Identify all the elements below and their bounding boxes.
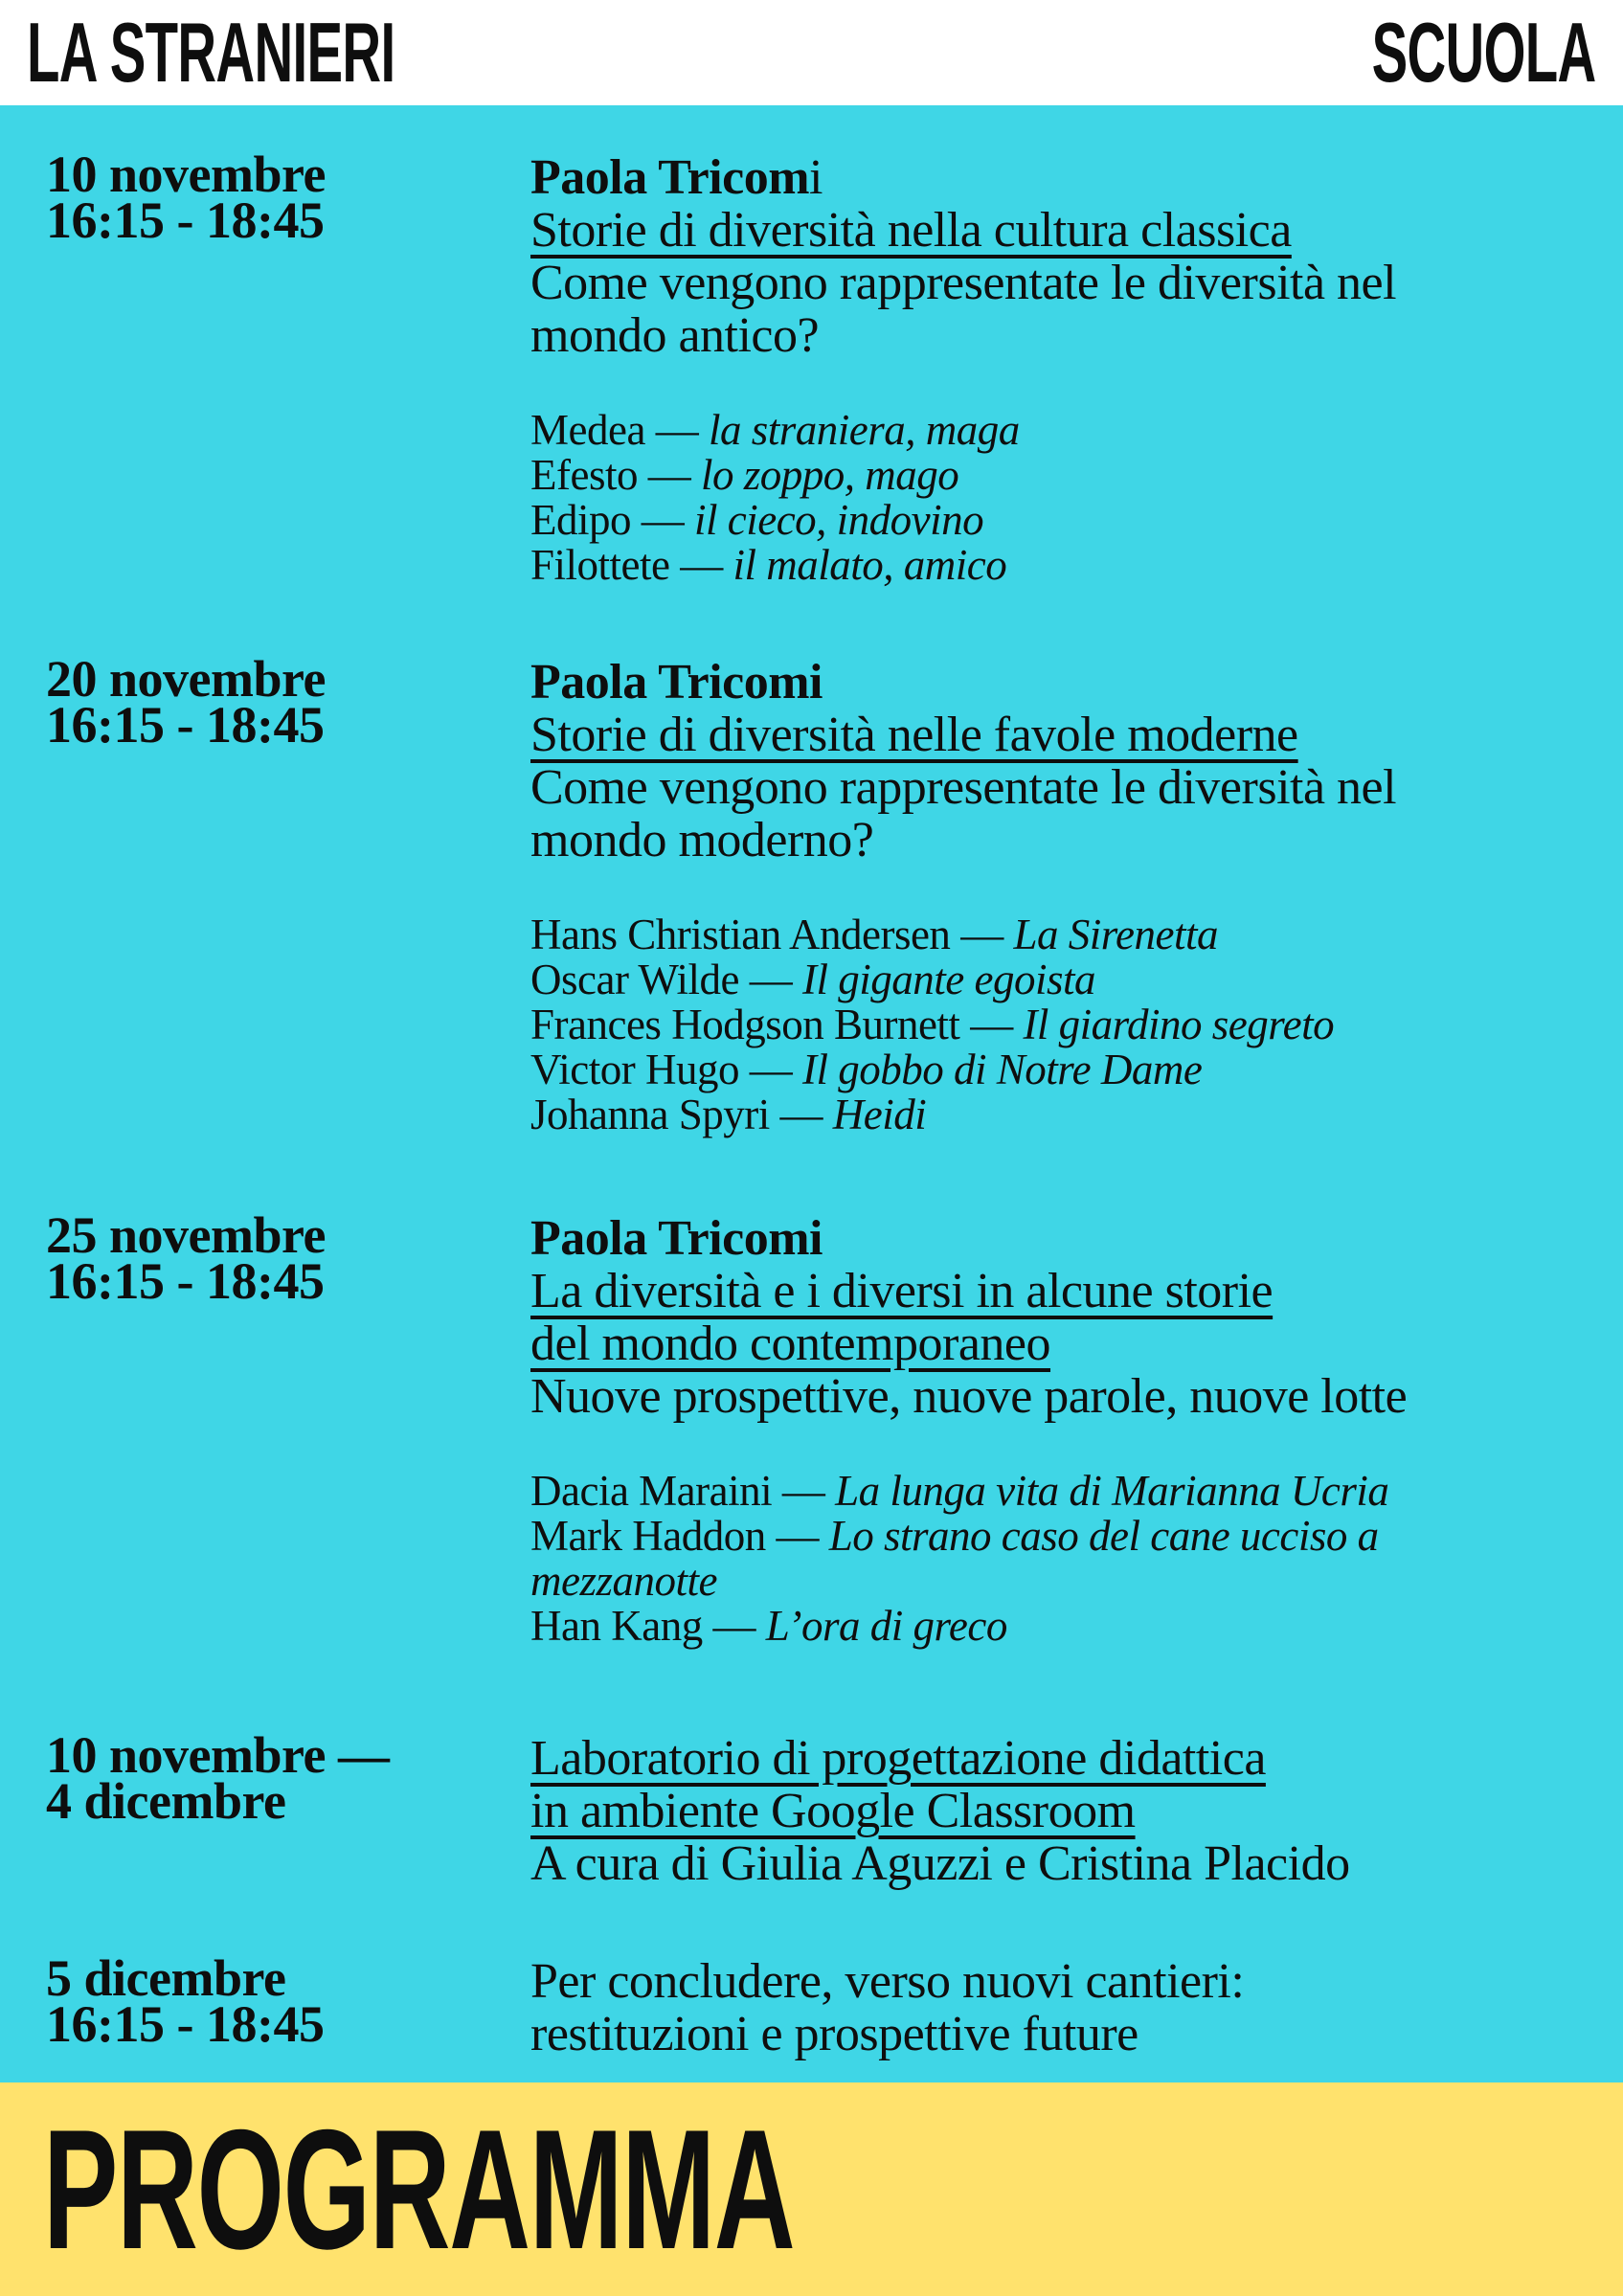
work-author: Hans Christian Andersen (530, 911, 951, 958)
dash-separator: — (970, 1001, 1013, 1048)
work-title: La Sirenetta (1013, 911, 1219, 958)
list-item (530, 408, 1594, 453)
session-row-3 (0, 1206, 1623, 1650)
list-item (530, 1469, 1594, 1514)
session-row-4 (0, 1726, 1623, 1891)
session-5-date: 5 dicembre (46, 1949, 286, 2007)
work-author: Oscar Wilde (530, 956, 740, 1003)
work-character: Medea (530, 406, 645, 454)
work-author: Han Kang (530, 1602, 703, 1650)
speaker-name (530, 151, 1594, 204)
list-item (530, 957, 1594, 1002)
work-title: Il gigante egoista (802, 956, 1095, 1003)
work-description: il cieco, indovino (694, 496, 984, 544)
list-item (530, 1514, 1594, 1559)
list-item (530, 1047, 1594, 1092)
session-1-content (530, 151, 1623, 588)
session-1-reading-list (530, 408, 1594, 588)
list-item (530, 912, 1594, 957)
session-row-1 (0, 146, 1623, 589)
work-author: Dacia Maraini (530, 1467, 773, 1515)
work-title: Heidi (832, 1091, 927, 1138)
session-row-2 (0, 650, 1623, 1138)
session-3-dates (0, 1206, 530, 1310)
speaker-name-bold: Paola Tricomi (530, 655, 823, 709)
dash-separator: — (776, 1512, 819, 1560)
dash-separator: — (960, 911, 1003, 958)
work-title: La lunga vita di Marianna Ucria (835, 1467, 1389, 1515)
session-1-date: 10 novembre (46, 146, 326, 203)
dash-separator: — (712, 1602, 755, 1650)
work-author: Victor Hugo (530, 1046, 740, 1093)
header-bar (0, 0, 1623, 105)
session-5-text-line: restituzioni e prospettive future (530, 2007, 1138, 2061)
brand-la-stranieri: LA STRANIERI (27, 5, 395, 100)
work-author: Frances Hodgson Burnett (530, 1001, 960, 1048)
session-2-subtitle-line: mondo moderno? (530, 813, 874, 867)
work-character: Filottete (530, 541, 670, 589)
session-1-title-link[interactable]: Storie di diversità nella cultura classica (530, 203, 1292, 258)
session-5-dates (0, 1949, 530, 2053)
dash-separator: — (641, 496, 685, 544)
session-2-content (530, 656, 1623, 1137)
list-item (530, 543, 1594, 588)
footer-band (0, 2082, 1623, 2296)
program-schedule (0, 105, 1623, 2082)
session-row-5 (0, 1949, 1623, 2061)
session-3-content (530, 1212, 1623, 1649)
list-item (530, 1002, 1594, 1047)
dash-separator: — (647, 451, 691, 499)
session-1-subtitle-line: mondo antico? (530, 308, 820, 363)
speaker-name-bold: Paola Tricom (530, 150, 810, 205)
work-author: Mark Haddon (530, 1512, 766, 1560)
session-1-subtitle-line: Come vengono rappresentate le diversità nel (530, 256, 1397, 310)
session-4-title-link[interactable]: Laboratorio di progettazione didattica (530, 1731, 1266, 1786)
work-description: la straniera, maga (708, 406, 1020, 454)
speaker-name (530, 656, 1594, 709)
work-character: Edipo (530, 496, 631, 544)
program-title: PROGRAMMA (43, 2093, 795, 2285)
session-2-reading-list (530, 912, 1594, 1137)
work-author: Johanna Spyri (530, 1091, 770, 1138)
session-2-title-link[interactable]: Storie di diversità nelle favole moderne (530, 708, 1298, 762)
dash-separator: — (749, 956, 793, 1003)
session-4-title-link[interactable]: in ambiente Google Classroom (530, 1784, 1136, 1838)
session-3-date: 25 novembre (46, 1206, 326, 1264)
session-4-curators-line: A cura di Giulia Aguzzi e Cristina Placido (530, 1836, 1350, 1891)
session-4-dates (0, 1726, 530, 1830)
session-4-content (530, 1732, 1623, 1890)
session-4-date-start: 10 novembre — (46, 1726, 390, 1784)
session-1-dates (0, 146, 530, 249)
dash-separator: — (781, 1467, 825, 1515)
list-item (530, 1604, 1594, 1649)
session-2-dates (0, 650, 530, 754)
session-3-title-link[interactable]: La diversità e i diversi in alcune storie (530, 1264, 1274, 1318)
list-item (530, 453, 1594, 498)
dash-separator: — (655, 406, 699, 454)
session-5-time: 16:15 - 18:45 (46, 1995, 325, 2053)
work-description: lo zoppo, mago (700, 451, 959, 499)
work-character: Efesto (530, 451, 638, 499)
work-description: il malato, amico (733, 541, 1007, 589)
session-3-time: 16:15 - 18:45 (46, 1252, 325, 1310)
work-title: Il giardino segreto (1023, 1001, 1335, 1048)
speaker-name-tail: i (809, 150, 823, 205)
session-5-text-line: Per concludere, verso nuovi cantieri: (530, 1954, 1245, 2009)
work-title: Il gobbo di Notre Dame (802, 1046, 1203, 1093)
session-2-time: 16:15 - 18:45 (46, 696, 325, 754)
speaker-name (530, 1212, 1594, 1265)
work-title: Lo strano caso del cane ucciso a (828, 1512, 1379, 1560)
session-4-date-end: 4 dicembre (46, 1772, 286, 1830)
session-1-time: 16:15 - 18:45 (46, 191, 325, 249)
session-2-date: 20 novembre (46, 650, 326, 708)
list-item (530, 498, 1594, 543)
work-title: L’ora di greco (765, 1602, 1007, 1650)
session-3-reading-list (530, 1469, 1594, 1649)
session-2-subtitle-line: Come vengono rappresentate le diversità nel (530, 760, 1397, 815)
dash-separator: — (779, 1091, 823, 1138)
session-3-title-link[interactable]: del mondo contemporaneo (530, 1317, 1051, 1371)
brand-scuola: SCUOLA (1372, 5, 1596, 100)
list-item (530, 1092, 1594, 1137)
dash-separator: — (680, 541, 723, 589)
session-3-subtitle-line: Nuove prospettive, nuove parole, nuove lotte (530, 1369, 1408, 1424)
dash-separator: — (749, 1046, 793, 1093)
speaker-name-bold: Paola Tricomi (530, 1211, 823, 1266)
list-item-continuation: mezzanotte (530, 1557, 717, 1605)
session-5-content (530, 1955, 1623, 2060)
